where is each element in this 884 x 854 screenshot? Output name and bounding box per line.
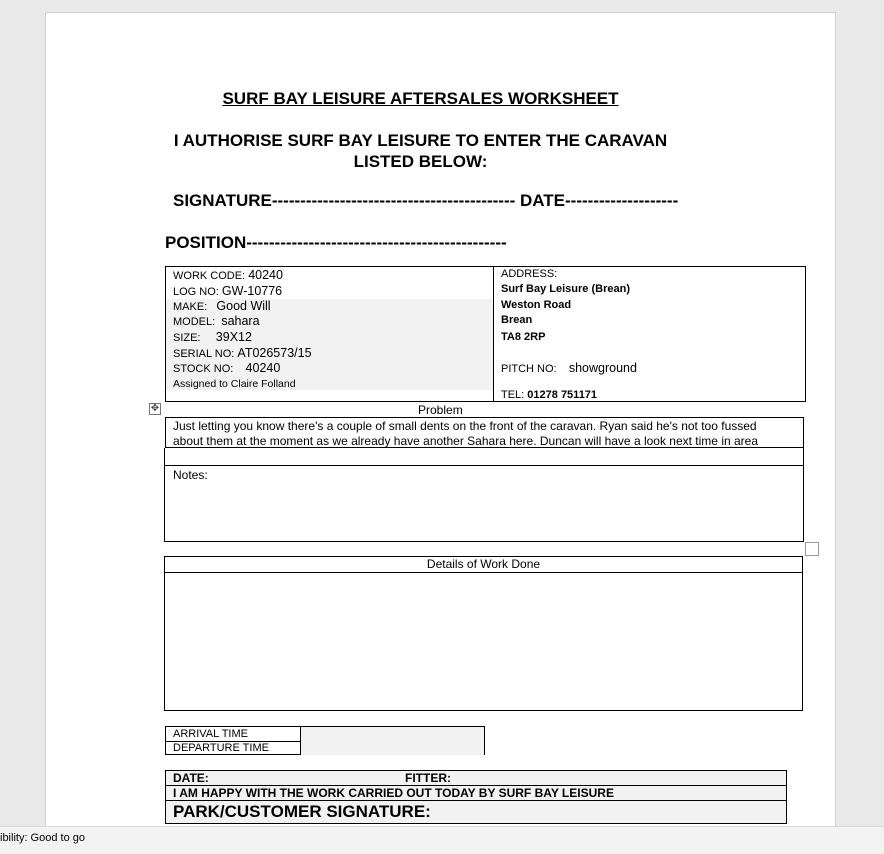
caravan-info-table bbox=[165, 266, 806, 402]
problem-text[interactable]: Just letting you know there's a couple of small dents on the front of the caravan. Ryan said he's not too fussed about them at the moment as we already have another Sahara here. Duncan will have a look next time in area bbox=[165, 417, 804, 448]
notes-label: Notes: bbox=[173, 468, 208, 482]
table-resize-handle[interactable] bbox=[805, 542, 819, 556]
departure-time-cell[interactable] bbox=[300, 741, 484, 755]
serial-value: AT026573/15 bbox=[237, 346, 312, 360]
tel-row: TEL: 01278 751171 bbox=[501, 389, 598, 401]
model-value: sahara bbox=[221, 314, 260, 328]
departure-time-row: DEPARTURE TIME bbox=[166, 741, 484, 755]
document-page bbox=[45, 12, 836, 842]
signoff-table bbox=[165, 770, 787, 824]
serial-row: SERIAL NO: AT026573/15 bbox=[173, 346, 312, 360]
tel-value: 01278 751171 bbox=[527, 389, 598, 401]
customer-signature-row: PARK/CUSTOMER SIGNATURE: bbox=[173, 802, 431, 821]
address-line-3: Brean bbox=[501, 314, 533, 326]
log-no-value: GW-10776 bbox=[221, 284, 283, 298]
size-value: 39X12 bbox=[215, 330, 252, 344]
model-row: MODEL: sahara bbox=[173, 314, 260, 328]
table-move-handle-icon[interactable]: ✥ bbox=[150, 403, 160, 414]
address-line-2: Weston Road bbox=[501, 299, 572, 311]
make-value: Good Will bbox=[216, 299, 271, 313]
authorise-statement: I AUTHORISE SURF BAY LEISURE TO ENTER THE CARAVAN LISTED BELOW: bbox=[173, 131, 668, 171]
notes-box[interactable] bbox=[164, 466, 804, 542]
make-row: MAKE: Good Will bbox=[173, 299, 271, 313]
happy-statement: I AM HAPPY WITH THE WORK CARRIED OUT TODAY BY SURF BAY LEISURE bbox=[166, 786, 786, 801]
problem-label: Problem bbox=[418, 403, 463, 417]
address-line-4: TA8 2RP bbox=[501, 331, 546, 343]
blank-row[interactable] bbox=[164, 448, 804, 466]
pitch-value: showground bbox=[568, 361, 637, 375]
status-bar bbox=[0, 826, 884, 854]
work-code-value: 40240 bbox=[248, 268, 283, 282]
position-line: POSITION---------------------------------------------- bbox=[165, 233, 507, 252]
time-table bbox=[165, 726, 485, 755]
address-line-1: Surf Bay Leisure (Brean) bbox=[501, 283, 630, 295]
stock-row: STOCK NO: 40240 bbox=[173, 361, 281, 375]
worksheet-title: SURF BAY LEISURE AFTERSALES WORKSHEET bbox=[222, 89, 619, 108]
address-label: ADDRESS: bbox=[501, 268, 558, 280]
arrival-time-row: ARRIVAL TIME bbox=[166, 727, 484, 742]
stock-value: 40240 bbox=[245, 361, 281, 375]
log-no-row: LOG NO: GW-10776 bbox=[173, 284, 283, 298]
accessibility-status[interactable]: ibility: Good to go bbox=[0, 832, 85, 844]
work-done-label: Details of Work Done bbox=[165, 557, 802, 573]
date-fitter-row: DATE: FITTER: bbox=[166, 771, 786, 786]
arrival-time-cell[interactable] bbox=[300, 727, 484, 741]
work-code-row: WORK CODE: 40240 bbox=[173, 268, 283, 282]
size-row: SIZE: 39X12 bbox=[173, 330, 252, 344]
pitch-row: PITCH NO: showground bbox=[501, 361, 637, 375]
signature-date-line: SIGNATURE------------------------------------------- DATE-------------------- bbox=[173, 191, 679, 210]
assigned-to: Assigned to Claire Folland bbox=[173, 378, 296, 390]
work-done-box[interactable] bbox=[164, 556, 803, 711]
